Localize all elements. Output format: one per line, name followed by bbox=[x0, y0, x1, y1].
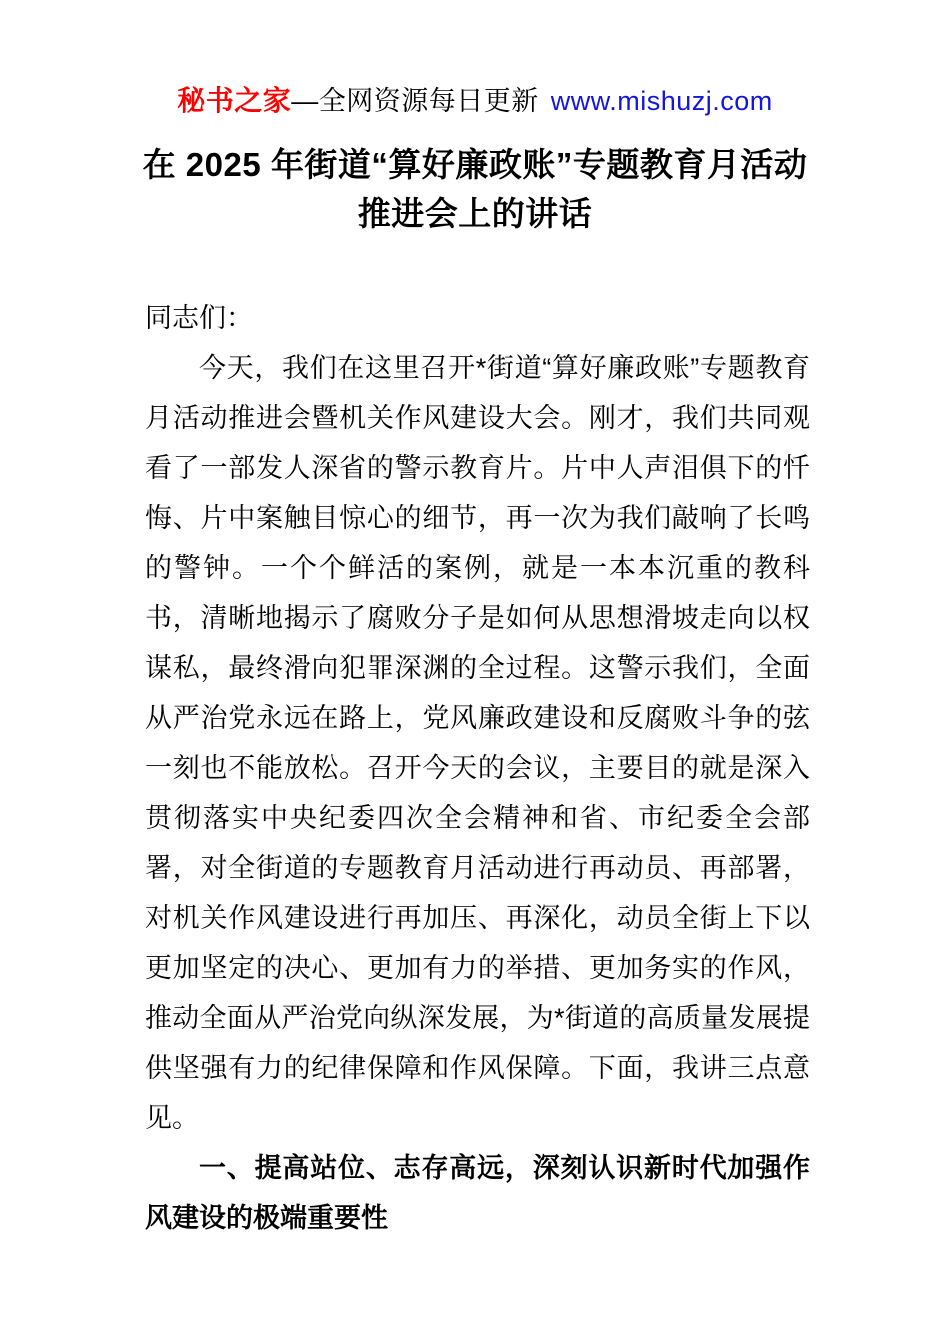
document-title-line-2: 推进会上的讲话 bbox=[357, 195, 593, 232]
site-url-link[interactable]: www.mishuzj.com bbox=[550, 86, 773, 116]
header-dash: — bbox=[291, 86, 319, 116]
site-header bbox=[0, 83, 950, 119]
site-name: 秘书之家 bbox=[177, 85, 292, 116]
salutation: 同志们： bbox=[145, 303, 253, 333]
document-body bbox=[145, 293, 810, 1243]
site-tagline: 全网资源每日更新 bbox=[318, 86, 539, 116]
document-title-line-1: 在 2025 年街道“算好廉政账”专题教育月活动 bbox=[142, 146, 808, 183]
body-paragraph-1: 今天，我们在这里召开*街道“算好廉政账”专题教育月活动推进会暨机关作风建设大会。刚才，我们共同观看了一部发人深省的警示教育片。片中人声泪俱下的忏悔、片中案触目惊心的细节，再一次为我们敲响了长鸣的警钟。一个个鲜活的案例，就是一本本沉重的教科书，清晰地揭示了腐败分子是如何从思想滑坡走向以权谋私，最终滑向犯罪深渊的全过程。这警示我们，全面从严治党永远在路上，党风廉政建设和反腐败斗争的弦一刻也不能放松。召开今天的会议，主要目的就是深入贯彻落实中央纪委四次全会精神和省、市纪委全会部署，对全街道的专题教育月活动进行再动员、再部署，对机关作风建设进行再加压、再深化，动员全街上下以更加坚定的决心、更加有力的举措、更加务实的作风，推动全面从严治党向纵深发展，为*街道的高质量发展提供坚强有力的纪律保障和作风保障。下面，我讲三点意见。 bbox=[145, 353, 810, 1133]
section-heading-1: 一、提高站位、志存高远，深刻认识新时代加强作风建设的极端重要性 bbox=[145, 1153, 810, 1233]
document-title bbox=[0, 140, 950, 238]
